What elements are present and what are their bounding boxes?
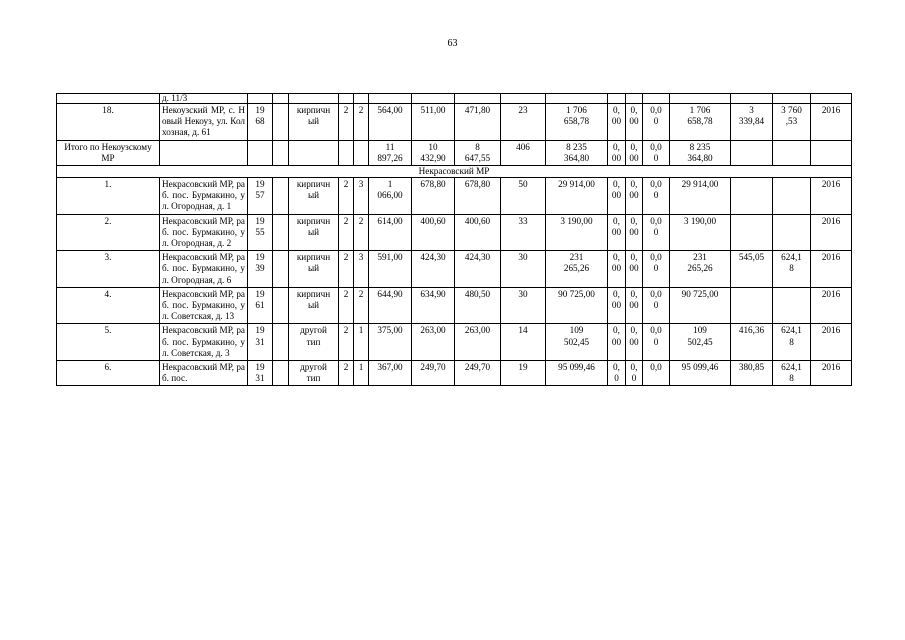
address-cell: Некрасовский МР, раб. пос. Бурмакино, ул. Советская, д. 13 — [160, 287, 248, 324]
cost-cell: 109 502,45 — [546, 324, 608, 361]
total-area-cell: 614,00 — [369, 214, 412, 251]
year-cell: 19 61 — [248, 287, 273, 324]
year-cell: 19 31 — [248, 324, 273, 361]
row-number: 18. — [57, 104, 160, 141]
zero-cell: 0, 00 — [626, 214, 643, 251]
residents-cell: 19 — [501, 361, 546, 386]
entrances-cell: 2 — [354, 104, 369, 141]
value-cell: 380,85 — [731, 361, 773, 386]
floors-cell: 2 — [339, 104, 354, 141]
cost-cell: 29 914,00 — [546, 178, 608, 215]
zero-cell: 0, 00 — [626, 178, 643, 215]
address-cell: Некрасовский МР, раб. пос. Бурмакино, ул. Огородная, д. 6 — [160, 251, 248, 288]
total-area-cell: 375,00 — [369, 324, 412, 361]
area-cell: 10 432,90 — [412, 140, 455, 165]
zero-cell: 0, 00 — [608, 178, 626, 215]
floors-cell: 2 — [339, 287, 354, 324]
zero-cell: 0, 00 — [608, 104, 626, 141]
entrances-cell: 1 — [354, 361, 369, 386]
material-cell: кирпичн ый — [289, 104, 339, 141]
row-number: 3. — [57, 251, 160, 288]
zero-cell: 0, 0 — [626, 361, 643, 386]
value-cell: 624,1 8 — [773, 361, 811, 386]
residents-cell: 14 — [501, 324, 546, 361]
entrances-cell: 3 — [354, 178, 369, 215]
floors-cell: 2 — [339, 214, 354, 251]
floors-cell: 2 — [339, 251, 354, 288]
register-table — [56, 93, 852, 386]
area-cell: 424,30 — [455, 251, 501, 288]
empty-cell — [811, 140, 852, 165]
entrances-cell: 2 — [354, 214, 369, 251]
zero-cell: 0, 00 — [608, 251, 626, 288]
total-area-cell: 367,00 — [369, 361, 412, 386]
area-cell: 263,00 — [412, 324, 455, 361]
area-cell: 471,80 — [455, 104, 501, 141]
value-cell: 545,05 — [731, 251, 773, 288]
cost-cell: 3 190,00 — [670, 214, 731, 251]
cost-cell: 3 190,00 — [546, 214, 608, 251]
plan-year-cell: 2016 — [811, 104, 852, 141]
empty-cell — [773, 140, 811, 165]
zero-cell: 0,0 — [643, 361, 670, 386]
zero-cell: 0, 00 — [626, 140, 643, 165]
zero-cell: 0, 00 — [626, 287, 643, 324]
empty-cell — [273, 140, 289, 165]
residents-cell: 50 — [501, 178, 546, 215]
table-row — [57, 287, 852, 324]
total-area-cell: 1 066,00 — [369, 178, 412, 215]
table-row — [57, 214, 852, 251]
zero-cell: 0,0 0 — [643, 178, 670, 215]
residents-cell: 30 — [501, 251, 546, 288]
cost-cell: 231 265,26 — [670, 251, 731, 288]
year-cell: 19 55 — [248, 214, 273, 251]
year-cell: 19 31 — [248, 361, 273, 386]
zero-cell: 0,0 0 — [643, 287, 670, 324]
plan-year-cell: 2016 — [811, 178, 852, 215]
value-cell: 3 760 ,53 — [773, 104, 811, 141]
row-number: 2. — [57, 214, 160, 251]
address-cell: Некрасовский МР, раб. пос. — [160, 361, 248, 386]
empty-cell — [339, 140, 354, 165]
year-cell: 19 68 — [248, 104, 273, 141]
value-cell — [773, 178, 811, 215]
area-cell: 249,70 — [412, 361, 455, 386]
zero-cell: 0, 00 — [608, 324, 626, 361]
zero-cell: 0, 00 — [626, 251, 643, 288]
value-cell — [773, 287, 811, 324]
zero-cell: 0,0 0 — [643, 214, 670, 251]
area-cell: 400,60 — [412, 214, 455, 251]
area-cell: 678,80 — [455, 178, 501, 215]
material-cell: другой тип — [289, 324, 339, 361]
area-cell: 480,50 — [455, 287, 501, 324]
zero-cell: 0, 0 — [608, 361, 626, 386]
cost-cell: 1 706 658,78 — [546, 104, 608, 141]
zero-cell: 0, 00 — [626, 104, 643, 141]
zero-cell: 0,0 0 — [643, 324, 670, 361]
table-row — [57, 178, 852, 215]
empty-cell — [273, 251, 289, 288]
value-cell: 3 339,84 — [731, 104, 773, 141]
residents-cell: 406 — [501, 140, 546, 165]
area-cell: 263,00 — [455, 324, 501, 361]
zero-cell: 0, 00 — [608, 287, 626, 324]
area-cell: 678,80 — [412, 178, 455, 215]
empty-cell — [273, 178, 289, 215]
address-cell: Некрасовский МР, раб. пос. Бурмакино, ул. Огородная, д. 1 — [160, 178, 248, 215]
table-row — [57, 104, 852, 141]
area-cell: 511,00 — [412, 104, 455, 141]
material-cell: другой тип — [289, 361, 339, 386]
plan-year-cell: 2016 — [811, 361, 852, 386]
total-area-cell: 591,00 — [369, 251, 412, 288]
residents-cell: 23 — [501, 104, 546, 141]
value-cell — [731, 214, 773, 251]
section-header-row — [57, 166, 852, 178]
zero-cell: 0,0 0 — [643, 104, 670, 141]
zero-cell: 0,0 0 — [643, 251, 670, 288]
empty-cell — [273, 287, 289, 324]
empty-cell — [731, 140, 773, 165]
cost-cell: 8 235 364,80 — [546, 140, 608, 165]
empty-cell — [273, 324, 289, 361]
cost-cell: 90 725,00 — [546, 287, 608, 324]
empty-cell — [273, 214, 289, 251]
area-cell: 400,60 — [455, 214, 501, 251]
entrances-cell: 2 — [354, 287, 369, 324]
empty-cell — [160, 140, 248, 165]
plan-year-cell: 2016 — [811, 287, 852, 324]
cost-cell: 95 099,46 — [670, 361, 731, 386]
material-cell: кирпичн ый — [289, 287, 339, 324]
address-cell: Некоузский МР, с. Новый Некоуз, ул. Колхозная, д. 61 — [160, 104, 248, 141]
residents-cell: 33 — [501, 214, 546, 251]
table-row — [57, 361, 852, 386]
row-number: 6. — [57, 361, 160, 386]
floors-cell: 2 — [339, 361, 354, 386]
area-cell: 11 897,26 — [369, 140, 412, 165]
empty-cell — [354, 140, 369, 165]
table-body — [57, 94, 852, 386]
value-cell: 624,1 8 — [773, 251, 811, 288]
subtotal-row — [57, 140, 852, 165]
floors-cell: 2 — [339, 324, 354, 361]
year-cell: 19 39 — [248, 251, 273, 288]
page-number: 63 — [447, 38, 458, 49]
value-cell — [773, 214, 811, 251]
area-cell: 8 647,55 — [455, 140, 501, 165]
cost-cell: 95 099,46 — [546, 361, 608, 386]
table-row — [57, 324, 852, 361]
zero-cell: 0, 00 — [608, 140, 626, 165]
subtotal-label: Итого по Некоузскому МР — [57, 140, 160, 165]
empty-cell — [248, 140, 273, 165]
area-cell: 634,90 — [412, 287, 455, 324]
cost-cell: 90 725,00 — [670, 287, 731, 324]
area-cell: 424,30 — [412, 251, 455, 288]
address-cell: Некрасовский МР, раб. пос. Бурмакино, ул. Советская, д. 3 — [160, 324, 248, 361]
value-cell — [731, 287, 773, 324]
address-cell: д. 11/3 — [160, 94, 248, 104]
plan-year-cell: 2016 — [811, 214, 852, 251]
empty-cell — [289, 140, 339, 165]
total-area-cell: 564,00 — [369, 104, 412, 141]
section-title: Некрасовский МР — [57, 166, 852, 178]
year-cell: 19 57 — [248, 178, 273, 215]
cost-cell: 29 914,00 — [670, 178, 731, 215]
row-number: 1. — [57, 178, 160, 215]
area-cell: 249,70 — [455, 361, 501, 386]
material-cell: кирпичн ый — [289, 214, 339, 251]
continuation-row — [57, 94, 852, 104]
row-number: 5. — [57, 324, 160, 361]
address-cell: Некрасовский МР, раб. пос. Бурмакино, ул. Огородная, д. 2 — [160, 214, 248, 251]
total-area-cell: 644,90 — [369, 287, 412, 324]
residents-cell: 30 — [501, 287, 546, 324]
empty-cell — [273, 104, 289, 141]
cost-cell: 109 502,45 — [670, 324, 731, 361]
entrances-cell: 3 — [354, 251, 369, 288]
plan-year-cell: 2016 — [811, 324, 852, 361]
empty-cell — [273, 361, 289, 386]
cost-cell: 231 265,26 — [546, 251, 608, 288]
table-row — [57, 251, 852, 288]
cost-cell: 1 706 658,78 — [670, 104, 731, 141]
entrances-cell: 1 — [354, 324, 369, 361]
zero-cell: 0,0 0 — [643, 140, 670, 165]
material-cell: кирпичн ый — [289, 251, 339, 288]
floors-cell: 2 — [339, 178, 354, 215]
zero-cell: 0, 00 — [626, 324, 643, 361]
cost-cell: 8 235 364,80 — [670, 140, 731, 165]
row-number: 4. — [57, 287, 160, 324]
zero-cell: 0, 00 — [608, 214, 626, 251]
value-cell: 624,1 8 — [773, 324, 811, 361]
value-cell: 416,36 — [731, 324, 773, 361]
value-cell — [731, 178, 773, 215]
plan-year-cell: 2016 — [811, 251, 852, 288]
material-cell: кирпичн ый — [289, 178, 339, 215]
